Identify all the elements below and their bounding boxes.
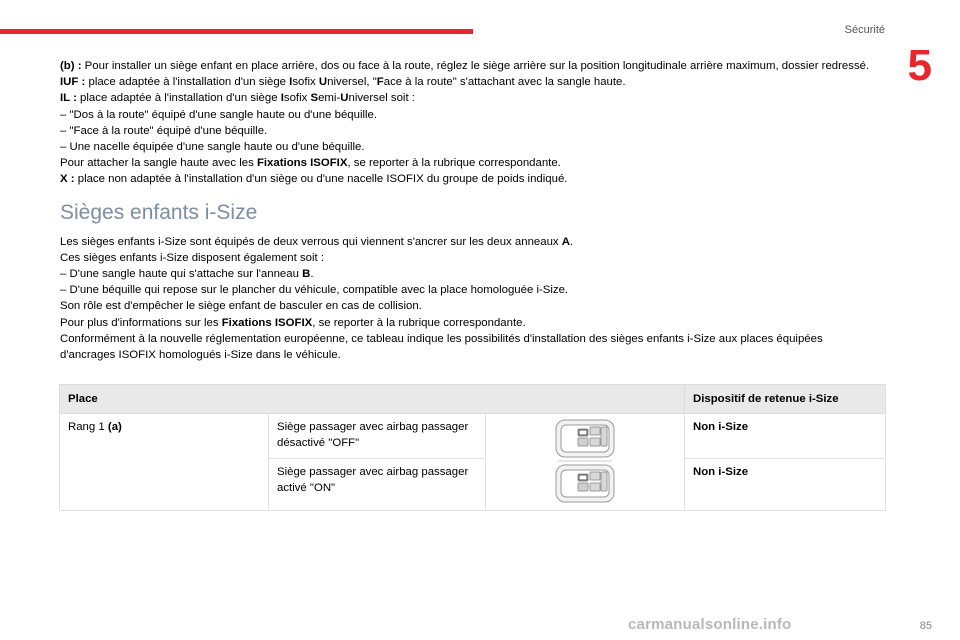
paragraph: X : place non adaptée à l'installation d'un siège ou d'une nacelle ISOFIX du groupe de poids indiqué. (60, 173, 568, 186)
paragraph: Pour attacher la sangle haute avec les Fixations ISOFIX, se reporter à la rubrique correspondante. (60, 157, 561, 170)
chapter-number: 5 (907, 41, 932, 90)
table-header-row (60, 385, 886, 414)
rank-cell: Rang 1 (a) (60, 414, 269, 511)
page-number: 85 (919, 620, 932, 632)
paragraph: Ces sièges enfants i-Size disposent également soit : (60, 251, 325, 264)
car-diagram-cell (486, 414, 685, 511)
isize-table (59, 384, 886, 511)
seat-desc: Siège passager avec airbag passager désactivé "OFF" (269, 414, 486, 459)
section-title: Sécurité (844, 24, 885, 36)
seat-desc: Siège passager avec airbag passager activé "ON" (269, 459, 486, 511)
paragraph: Les sièges enfants i-Size sont équipés de deux verrous qui viennent s'ancrer sur les deux anneaux A. (60, 235, 574, 248)
paragraph: IUF : place adaptée à l'installation d'un siège Isofix Universel, "Face à la route" s'attachant avec la sangle haute. (60, 76, 626, 89)
intro-block (60, 58, 872, 188)
paragraph: – Une nacelle équipée d'une sangle haute ou d'une béquille. (60, 141, 365, 154)
watermark: carmanualsonline.info (628, 616, 792, 633)
paragraph: Conformément à la nouvelle réglementation européenne, ce tableau indique les possibilités d'installation des sièges enfants i-Size aux places équipées d'ancrages ISOFIX homologués i-Size dans le véhicule. (60, 332, 823, 362)
restraint-value: Non i-Size (685, 459, 886, 511)
header-accent-bar (0, 29, 473, 34)
paragraph: – D'une sangle haute qui s'attache sur l'anneau B. (60, 268, 314, 281)
car-top-view-icon (554, 417, 616, 505)
paragraph: – "Dos à la route" équipé d'une sangle haute ou d'une béquille. (60, 108, 378, 121)
paragraph: – D'une béquille qui repose sur le plancher du véhicule, compatible avec la place homologuée i-Size. (60, 284, 569, 297)
page-content (60, 58, 872, 363)
body-block (60, 234, 872, 364)
table-row (60, 414, 886, 459)
section-heading: Sièges enfants i-Size (60, 200, 258, 224)
paragraph: Son rôle est d'empêcher le siège enfant de basculer en cas de collision. (60, 300, 422, 313)
paragraph: – "Face à la route" équipé d'une béquille. (60, 124, 268, 137)
restraint-value: Non i-Size (685, 414, 886, 459)
col-header-device: Dispositif de retenue i-Size (685, 385, 886, 414)
col-header-place: Place (60, 385, 685, 414)
paragraph: (b) : Pour installer un siège enfant en place arrière, dos ou face à la route, réglez le siège arrière sur la position longitudinale arrière maximum, dossier redressé. (60, 60, 870, 72)
paragraph: Pour plus d'informations sur les Fixations ISOFIX, se reporter à la rubrique correspondante. (60, 316, 526, 329)
paragraph: IL : place adaptée à l'installation d'un siège Isofix Semi-Universel soit : (60, 92, 415, 105)
